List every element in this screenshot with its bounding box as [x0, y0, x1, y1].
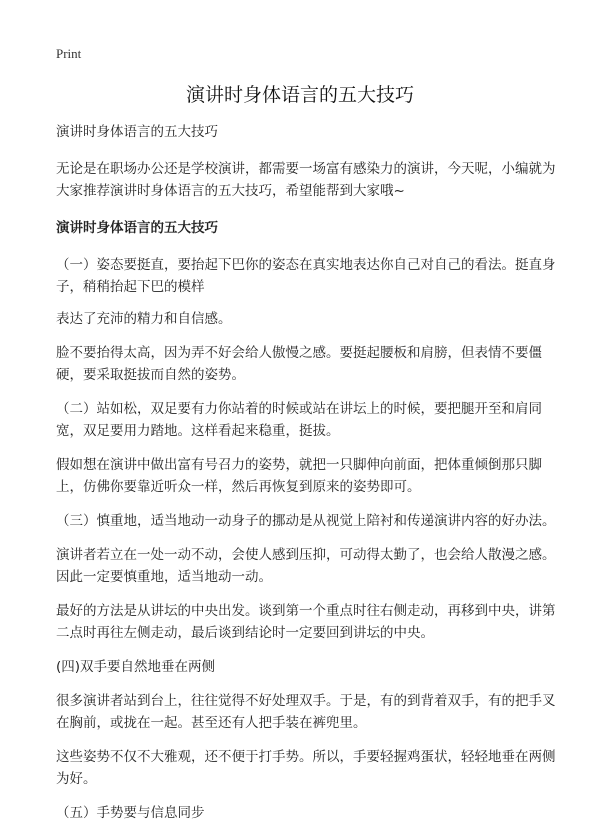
paragraph-tip-3-detail: 演讲者若立在一处一动不动，会使人感到压抑，可动得太勤了，也会给人散漫之感。因此一定要慎重地，适当地动一动。: [56, 547, 556, 585]
print-link[interactable]: Print: [56, 46, 82, 61]
paragraph-tip-2-detail: 假如想在演讲中做出富有号召力的姿势，就把一只脚伸向前面，把体重倾倒那只脚上，仿佛你要靠近听众一样，然后再恢复到原来的姿势即可。: [56, 457, 542, 495]
paragraph-tip-3: （三）慎重地，适当地动一动身子的挪动是从视觉上陪衬和传递演讲内容的好办法。: [56, 513, 556, 529]
paragraph-tip-4-detail: 很多演讲者站到台上，往往觉得不好处理双手。于是，有的到背着双手，有的把手叉在胸前，或拢在一起。甚至还有人把手装在裤兜里。: [56, 693, 556, 731]
paragraph-tip-1: （一）姿态要挺直，要抬起下巴你的姿态在真实地表达你自己对自己的看法。挺直身子，稍稍抬起下巴的模样: [56, 257, 556, 295]
paragraph-tip-5: （五）手势要与信息同步: [56, 805, 205, 821]
paragraph-tip-2: （二）站如松，双足要有力你站着的时候或站在讲坛上的时候，要把腿开至和肩同宽，双足要用力踏地。这样看起来稳重，挺拔。: [56, 401, 542, 439]
paragraph-tip-4-advice: 这些姿势不仅不大雅观，还不便于打手势。所以，手要轻握鸡蛋状，轻轻地垂在两侧为好。: [56, 749, 556, 787]
article-subtitle: 演讲时身体语言的五大技巧: [56, 124, 218, 140]
paragraph-tip-1-cont: 表达了充沛的精力和自信感。: [56, 311, 232, 327]
page-title: 演讲时身体语言的五大技巧: [185, 84, 414, 106]
paragraph-tip-1-detail: 脸不要抬得太高，因为弄不好会给人傲慢之感。要挺起腰板和肩膀，但表情不要僵硬，要采取挺拔而自然的姿势。: [56, 345, 542, 383]
paragraph-tip-3-method: 最好的方法是从讲坛的中央出发。谈到第一个重点时往右侧走动，再移到中央，讲第二点时再往左侧走动，最后谈到结论时一定要回到讲坛的中央。: [56, 603, 556, 641]
paragraph-tip-4: (四)双手要自然地垂在两侧: [56, 659, 216, 675]
intro-paragraph: 无论是在职场办公还是学校演讲，都需要一场富有感染力的演讲，今天呢，小编就为大家推荐演讲时身体语言的五大技巧，希望能帮到大家哦~: [56, 161, 556, 199]
article-body: [56, 121, 556, 824]
section-heading: 演讲时身体语言的五大技巧: [56, 220, 218, 236]
